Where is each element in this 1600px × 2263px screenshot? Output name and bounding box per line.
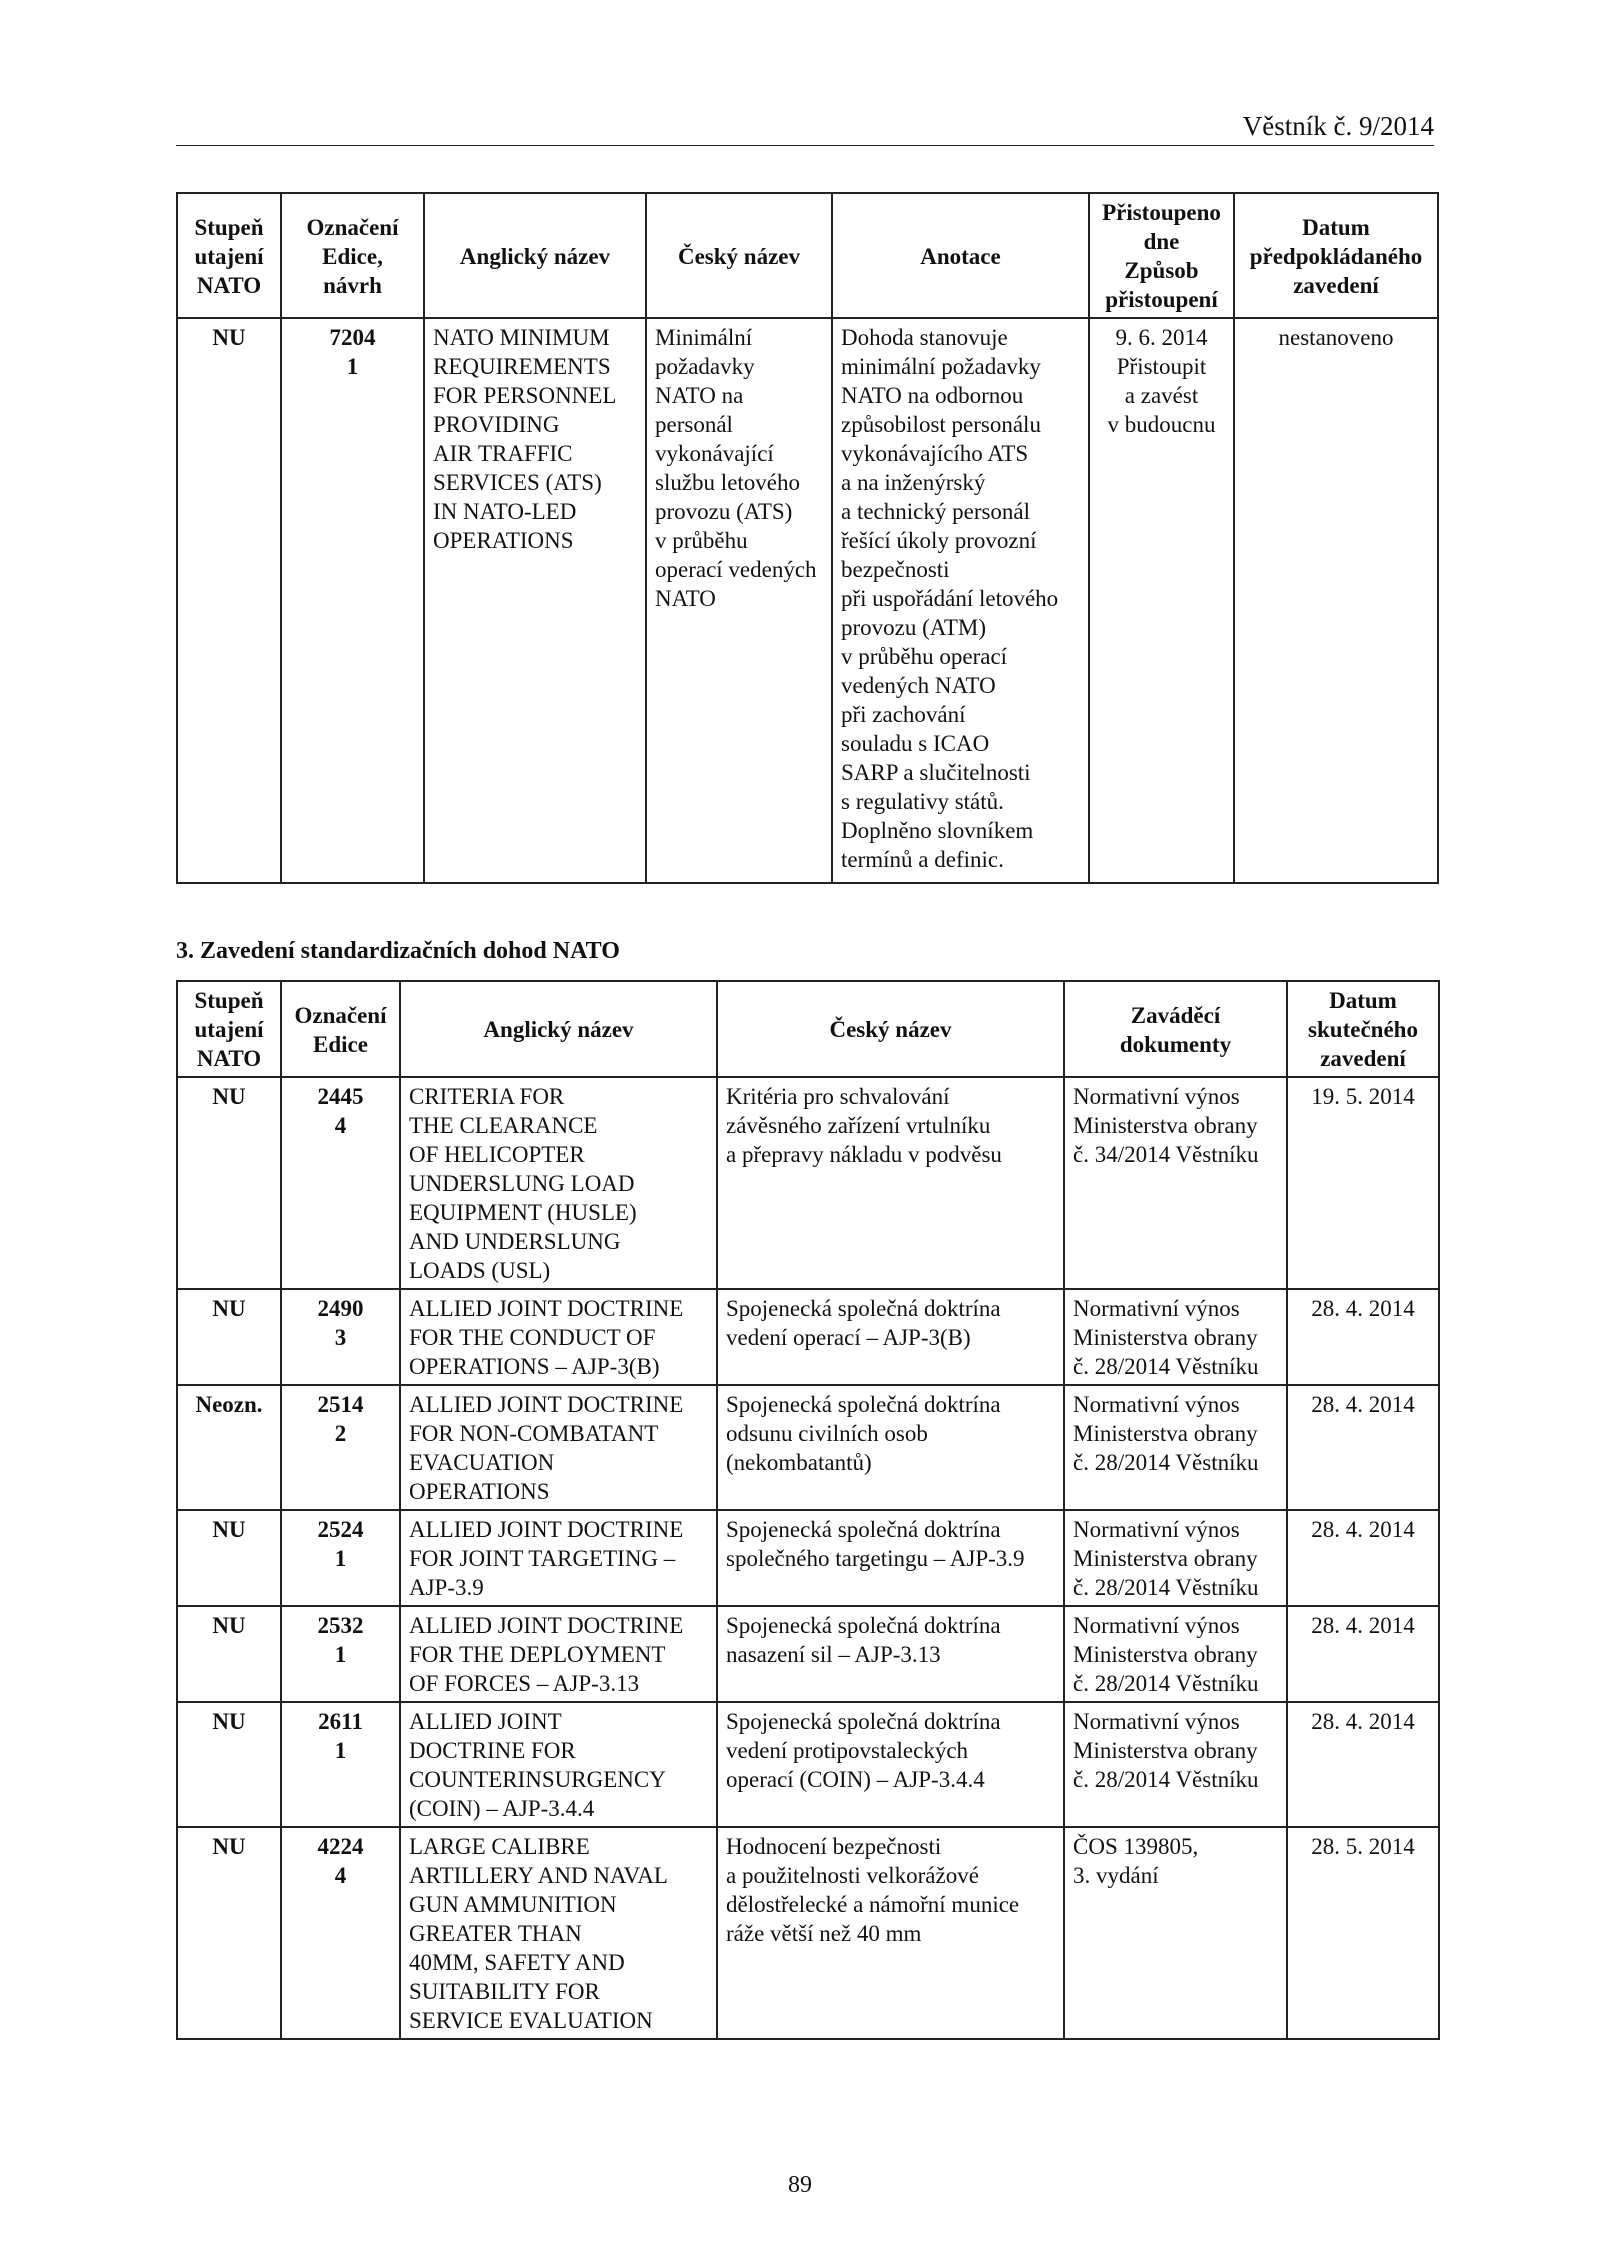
table-header-row <box>177 981 1439 1077</box>
cell-cesky: Spojenecká společná doktrína vedení operací – AJP-3(B) <box>717 1289 1064 1385</box>
cell-datum: 28. 4. 2014 <box>1287 1289 1439 1385</box>
page-number: 89 <box>788 2172 812 2198</box>
cell-oznaceni: 7204 1 <box>281 318 424 883</box>
header-stupen: Stupeň utajení NATO <box>177 193 281 318</box>
cell-oznaceni: 2611 1 <box>281 1702 400 1827</box>
cell-stupen: NU <box>177 1510 281 1606</box>
section-title: 3. Zavedení standardizačních dohod NATO <box>176 938 620 964</box>
cell-datum: 28. 4. 2014 <box>1287 1606 1439 1702</box>
header-cesky: Český název <box>646 193 832 318</box>
cell-cesky: Kritéria pro schvalování závěsného zařízení vrtulníku a přepravy nákladu v podvěsu <box>717 1077 1064 1289</box>
cell-anglicky: ALLIED JOINT DOCTRINE FOR THE CONDUCT OF OPERATIONS – AJP-3(B) <box>400 1289 717 1385</box>
table-row <box>177 1385 1439 1510</box>
cell-stupen: NU <box>177 318 281 883</box>
cell-anglicky: ALLIED JOINT DOCTRINE FOR THE DEPLOYMENT OF FORCES – AJP-3.13 <box>400 1606 717 1702</box>
table-header-row <box>177 193 1438 318</box>
cell-anglicky: LARGE CALIBRE ARTILLERY AND NAVAL GUN AMMUNITION GREATER THAN 40MM, SAFETY AND SUITABILITY FOR SERVICE EVALUATION <box>400 1827 717 2039</box>
table-row <box>177 1289 1439 1385</box>
header-anglicky: Anglický název <box>400 981 717 1077</box>
cell-zavadeci: Normativní výnos Ministerstva obrany č. 28/2014 Věstníku <box>1064 1385 1287 1510</box>
cell-anglicky: ALLIED JOINT DOCTRINE FOR COUNTERINSURGENCY (COIN) – AJP-3.4.4 <box>400 1702 717 1827</box>
cell-anglicky: NATO MINIMUM REQUIREMENTS FOR PERSONNEL PROVIDING AIR TRAFFIC SERVICES (ATS) IN NATO-LED OPERATIONS <box>424 318 646 883</box>
cell-zavadeci: Normativní výnos Ministerstva obrany č. 28/2014 Věstníku <box>1064 1702 1287 1827</box>
cell-stupen: NU <box>177 1606 281 1702</box>
header-anotace: Anotace <box>832 193 1089 318</box>
cell-stupen: NU <box>177 1827 281 2039</box>
cell-datum: 28. 5. 2014 <box>1287 1827 1439 2039</box>
cell-anglicky: CRITERIA FOR THE CLEARANCE OF HELICOPTER UNDERSLUNG LOAD EQUIPMENT (HUSLE) AND UNDERSLUNG LOADS (USL) <box>400 1077 717 1289</box>
header-datum: Datum skutečného zavedení <box>1287 981 1439 1077</box>
table-row <box>177 318 1438 883</box>
cell-anotace: Dohoda stanovuje minimální požadavky NATO na odbornou způsobilost personálu vykonávajícího ATS a na inženýrský a technický personál řešící úkoly provozní bezpečnosti při uspořádání letového provozu (ATM) v průběhu operací vedených NATO při zachování souladu s ICAO SARP a slučitelnosti s regulativy států. Doplněno slovníkem termínů a definic. <box>832 318 1089 883</box>
cell-cesky: Spojenecká společná doktrína nasazení sil – AJP-3.13 <box>717 1606 1064 1702</box>
cell-oznaceni: 4224 4 <box>281 1827 400 2039</box>
cell-zavadeci: Normativní výnos Ministerstva obrany č. 28/2014 Věstníku <box>1064 1289 1287 1385</box>
accession-table <box>176 192 1439 884</box>
table-row <box>177 1510 1439 1606</box>
implementation-table <box>176 980 1440 2040</box>
cell-stupen: Neozn. <box>177 1385 281 1510</box>
cell-datum: 28. 4. 2014 <box>1287 1385 1439 1510</box>
header-divider <box>176 145 1434 146</box>
cell-stupen: NU <box>177 1289 281 1385</box>
cell-cesky: Spojenecká společná doktrína odsunu civilních osob (nekombatantů) <box>717 1385 1064 1510</box>
cell-anglicky: ALLIED JOINT DOCTRINE FOR NON-COMBATANT EVACUATION OPERATIONS <box>400 1385 717 1510</box>
header-pristoupeno: Přistoupeno dne Způsob přistoupení <box>1089 193 1234 318</box>
cell-oznaceni: 2514 2 <box>281 1385 400 1510</box>
cell-oznaceni: 2490 3 <box>281 1289 400 1385</box>
cell-oznaceni: 2532 1 <box>281 1606 400 1702</box>
header-zavadeci: Zaváděcí dokumenty <box>1064 981 1287 1077</box>
cell-cesky: Spojenecká společná doktrína společného targetingu – AJP-3.9 <box>717 1510 1064 1606</box>
journal-title: Věstník č. 9/2014 <box>1242 111 1434 141</box>
cell-cesky: Hodnocení bezpečnosti a použitelnosti velkorážové dělostřelecké a námořní munice ráže větší než 40 mm <box>717 1827 1064 2039</box>
cell-pristoupeno: 9. 6. 2014 Přistoupit a zavést v budoucnu <box>1089 318 1234 883</box>
cell-datum: 28. 4. 2014 <box>1287 1510 1439 1606</box>
table-row <box>177 1702 1439 1827</box>
table-row <box>177 1827 1439 2039</box>
header-cesky: Český název <box>717 981 1064 1077</box>
header-stupen: Stupeň utajení NATO <box>177 981 281 1077</box>
cell-cesky: Spojenecká společná doktrína vedení protipovstaleckých operací (COIN) – AJP-3.4.4 <box>717 1702 1064 1827</box>
cell-datum: nestanoveno <box>1234 318 1438 883</box>
cell-oznaceni: 2445 4 <box>281 1077 400 1289</box>
header-oznaceni: Označení Edice <box>281 981 400 1077</box>
cell-stupen: NU <box>177 1077 281 1289</box>
cell-zavadeci: Normativní výnos Ministerstva obrany č. 28/2014 Věstníku <box>1064 1606 1287 1702</box>
table-row <box>177 1077 1439 1289</box>
cell-stupen: NU <box>177 1702 281 1827</box>
cell-anglicky: ALLIED JOINT DOCTRINE FOR JOINT TARGETING – AJP-3.9 <box>400 1510 717 1606</box>
cell-zavadeci: Normativní výnos Ministerstva obrany č. 34/2014 Věstníku <box>1064 1077 1287 1289</box>
header-anglicky: Anglický název <box>424 193 646 318</box>
cell-oznaceni: 2524 1 <box>281 1510 400 1606</box>
table-row <box>177 1606 1439 1702</box>
cell-datum: 19. 5. 2014 <box>1287 1077 1439 1289</box>
header-datum: Datum předpokládaného zavedení <box>1234 193 1438 318</box>
cell-datum: 28. 4. 2014 <box>1287 1702 1439 1827</box>
cell-zavadeci: ČOS 139805, 3. vydání <box>1064 1827 1287 2039</box>
cell-cesky: Minimální požadavky NATO na personál vykonávající službu letového provozu (ATS) v průběhu operací vedených NATO <box>646 318 832 883</box>
cell-zavadeci: Normativní výnos Ministerstva obrany č. 28/2014 Věstníku <box>1064 1510 1287 1606</box>
header-oznaceni: Označení Edice, návrh <box>281 193 424 318</box>
